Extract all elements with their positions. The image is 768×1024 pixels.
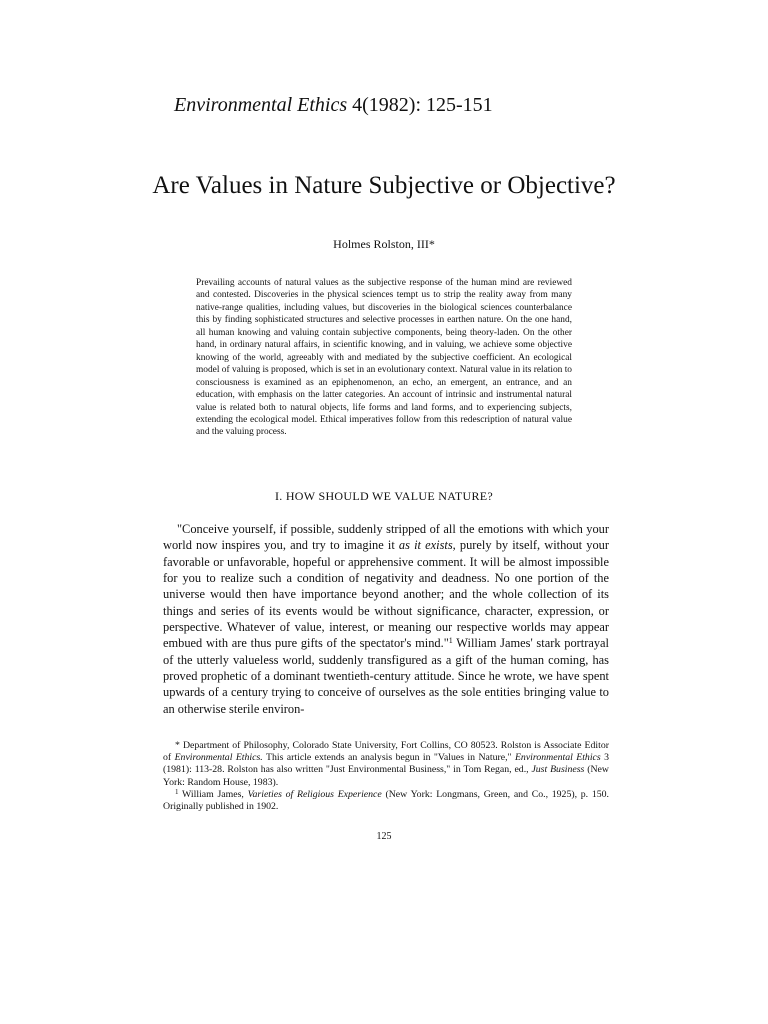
body-text-2: purely by itself, without your favorable or unfavorable, hopeful or apprehensive comment. It will be almost impossible for you to realize such a condition of negativity and deadness. No one portion of the universe would then have importance beyond another; and the whole collection of its things and series of its events would be without significance, character, expression, or perspective. Whatever of value, interest, or meaning our respective worlds may appear embued with are thus pure gifts of the spectator's mind." xyxy=(163,538,609,651)
footnote-author-book: Just Business xyxy=(531,764,585,776)
article-author: Holmes Rolston, III* xyxy=(333,237,435,251)
footnotes xyxy=(163,740,609,813)
footnote-1 xyxy=(163,789,609,813)
journal-citation xyxy=(174,92,674,118)
footnote-author xyxy=(163,740,609,789)
page-number: 125 xyxy=(376,831,392,842)
body-paragraph xyxy=(163,521,609,717)
footnote-author-text-a: * Department of Philosophy, Colorado State University, Fort Collins, CO 80523. Rolston is Associate Editor of xyxy=(163,740,609,764)
body-text-1: "Conceive yourself, if possible, suddenly stripped of all the emotions with which your world now inspires you, and try to imagine it xyxy=(163,522,609,553)
footnote-author-journal-b: Environmental Ethics xyxy=(514,752,601,764)
footnote-1-text-a: William James, xyxy=(178,788,248,800)
footnote-author-journal-a: Environmental Ethics. xyxy=(174,752,263,764)
footnote-1-text-c: (New York: Longmans, Green, and Co., 1925), p. 150. Originally published in 1902. xyxy=(163,788,609,813)
journal-volume-pages: 4(1982): 125-151 xyxy=(347,94,493,116)
body-text-3: William James' stark portrayal of the utterly valueless world, suddenly transfigured as a gift of the human coming, has proved prophetic of a dominant twentieth-century attitude. Since he wrote, we have spent upwards of a century trying to conceive of ourselves as the sole entities bringing value to an otherwise sterile environ- xyxy=(163,636,609,716)
section-heading: I. HOW SHOULD WE VALUE NATURE? xyxy=(274,489,494,503)
footnote-1-number: 1 xyxy=(175,787,179,796)
footnote-ref-1[interactable]: 1 xyxy=(448,636,453,646)
body-emphasis: as it exists, xyxy=(398,538,456,553)
footnote-author-text-c: This article extends an analysis begun in "Values in Nature," xyxy=(262,752,515,764)
footnote-1-book: Varieties of Religious Experience xyxy=(247,788,382,800)
article-title: Are Values in Nature Subjective or Objective? xyxy=(152,172,616,199)
journal-name: Environmental Ethics xyxy=(174,94,348,116)
abstract: Prevailing accounts of natural values as the subjective response of the human mind are reviewed and contested. Discoveries in the physical sciences tempt us to strip the reality away from many native-range qualities, including values, but discoveries in the biological sciences counterbalance this by finding sophisticated structures and selective processes in earthen nature. On the one hand, all human knowing and valuing contain subjective components, being theory-laden. On the other hand, in ordinary natural affairs, in scientific knowing, and in valuing, we achieve some objective knowing of the world, agreeably with and mediated by the subjective coefficient. An ecological model of valuing is proposed, which is set in an evolutionary context. Natural value in its relation to consciousness is examined as an epiphenomenon, an echo, an emergent, an entrance, and an education, with emphasis on the latter categories. An account of intrinsic and instrumental natural value is related both to natural objects, life forms and land forms, and to experiencing subjects, extending the ecological model. Ethical imperatives follow from this redescription of natural value and the valuing process. xyxy=(196,278,572,438)
footnote-author-text-e: 3 (1981): 113-28. Rolston has also written "Just Environmental Business," in Tom Regan, ed., xyxy=(163,752,609,776)
footnote-author-text-g: (New York: Random House, 1983). xyxy=(163,764,609,788)
